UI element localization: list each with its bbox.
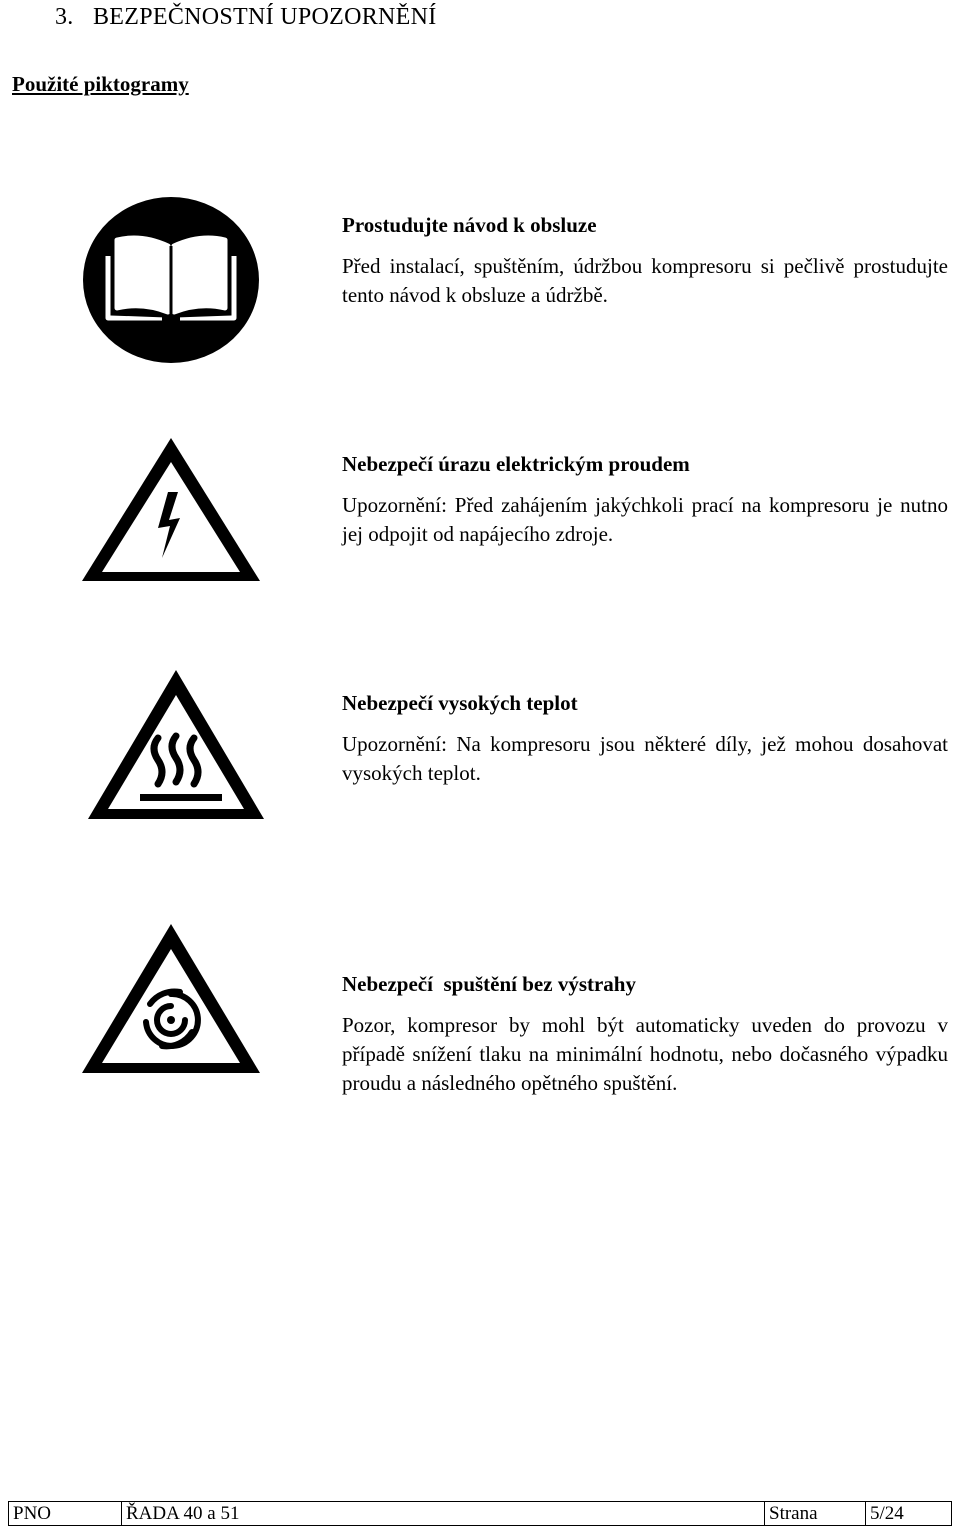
section-text-electric: Upozornění: Před zahájením jakýchkoli prací na kompresoru je nutno jej odpojit od napájecího zdroje. (342, 493, 948, 546)
section-text-autostart: Pozor, kompresor by mohl být automaticky uveden do provozu v případě snížení tlaku na minimální hodnotu, nebo dočasného výpadku proudu a následného opětného spuštění. (342, 1013, 948, 1095)
automatic-start-warning-icon (80, 922, 262, 1076)
manual-book-icon (82, 196, 260, 364)
section-heading-manual: Prostudujte návod k obsluze (342, 213, 597, 237)
pictograms-subheading: Použité piktogramy (12, 72, 189, 96)
footer-series: ŘADA 40 a 51 (122, 1502, 765, 1526)
electric-section (342, 451, 948, 549)
hot-surface-warning-icon (86, 668, 266, 822)
manual-section (342, 212, 948, 310)
section-text-heat: Upozornění: Na kompresoru jsou některé díly, jež mohou dosahovat vysokých teplot. (342, 732, 948, 785)
section-text-manual: Před instalací, spuštěním, údržbou kompresoru si pečlivě prostudujte tento návod k obsluze a údržbě. (342, 254, 948, 307)
section-number: 3. (55, 4, 74, 30)
electric-shock-warning-icon (80, 436, 262, 584)
section-heading (55, 4, 437, 31)
footer-brand: PNO (9, 1502, 122, 1526)
section-heading-autostart: Nebezpečí spuštění bez výstrahy (342, 972, 636, 996)
section-heading-electric: Nebezpečí úrazu elektrickým proudem (342, 452, 690, 476)
section-heading-heat: Nebezpečí vysokých teplot (342, 691, 578, 715)
section-title: BEZPEČNOSTNÍ UPOZORNĚNÍ (93, 4, 437, 30)
footer-page-number: 5/24 (866, 1502, 952, 1526)
footer-page-label: Strana (765, 1502, 866, 1526)
heat-section (342, 690, 948, 788)
page-footer (8, 1501, 952, 1526)
autostart-section (342, 971, 948, 1098)
